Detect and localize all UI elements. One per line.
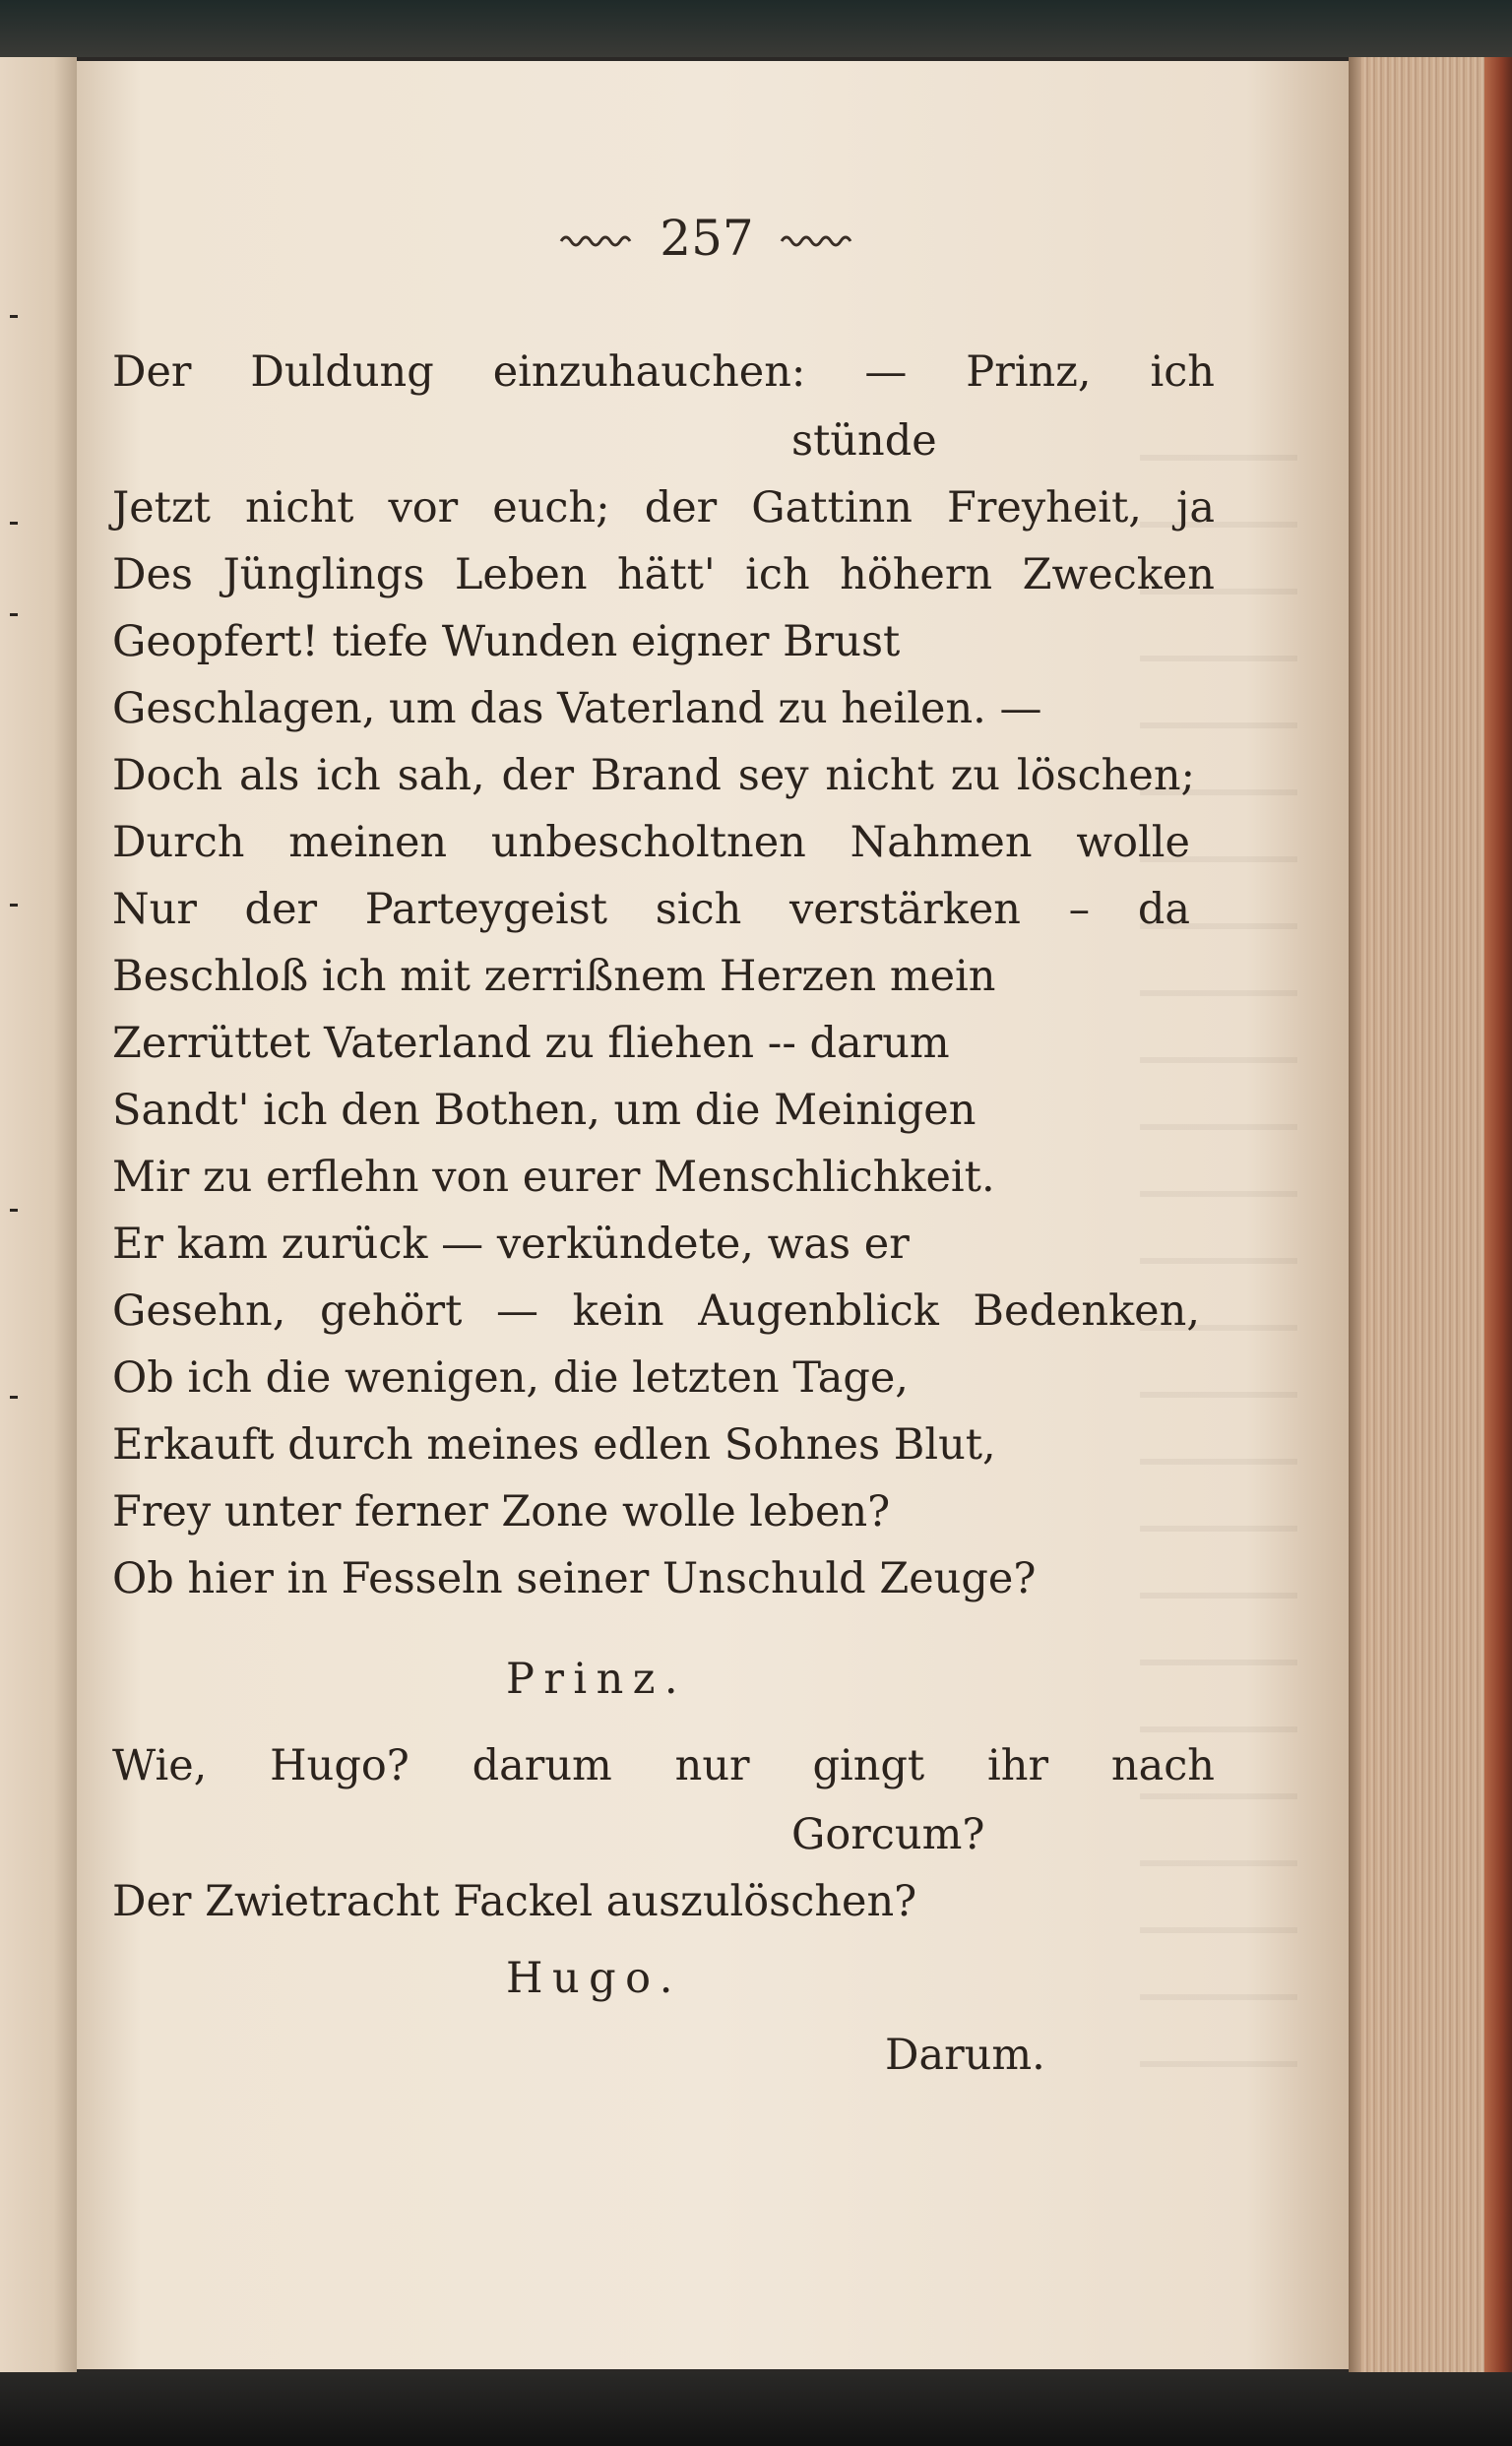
book-top-edge (0, 0, 1512, 57)
show-through-text (1140, 415, 1297, 2089)
text-line: Nur der Parteygeist sich verstärken – da (112, 885, 1190, 934)
text-line: Der Zwietracht Fackel auszulöschen? (112, 1877, 917, 1926)
text-line: Der Duldung einzuhauchen: — Prinz, ich (112, 347, 1215, 397)
text-line: Er kam zurück — verkündete, was er (112, 1220, 910, 1269)
page-number: 257 (660, 210, 754, 267)
text-line: Gesehn, gehört — kein Augenblick Bedenken, (112, 1286, 1200, 1336)
text-line: Sandt' ich den Bothen, um die Meinigen (112, 1086, 976, 1135)
text-line: Durch meinen unbescholtnen Nahmen wolle (112, 818, 1190, 867)
text-line: Erkauft durch meines edlen Sohnes Blut, (112, 1420, 996, 1470)
facing-page-edge (0, 57, 77, 2372)
text-line: stünde (791, 416, 937, 466)
text-line: Geopfert! tiefe Wunden eigner Brust (112, 617, 901, 666)
text-line: Ob ich die wenigen, die letzten Tage, (112, 1353, 909, 1403)
text-line: Ob hier in Fesseln seiner Unschuld Zeuge? (112, 1554, 1037, 1603)
text-line: Mir zu erflehn von eurer Menschlichkeit. (112, 1153, 995, 1202)
book-bottom-edge (0, 2372, 1512, 2446)
text-line: Jetzt nicht vor euch; der Gattinn Freyheit, ja (112, 483, 1215, 533)
book-page (77, 61, 1349, 2369)
text-line: Beschloß ich mit zerrißnem Herzen mein (112, 952, 996, 1001)
text-line: Zerrüttet Vaterland zu fliehen -- darum (112, 1019, 950, 1068)
page-stack-edges (1349, 57, 1512, 2372)
left-ornament-icon (559, 229, 634, 247)
speaker-name-hugo: Hugo. (506, 1954, 682, 2003)
text-line: Des Jünglings Leben hätt' ich höhern Zwecken (112, 550, 1215, 599)
right-ornament-icon (780, 229, 854, 247)
text-line: Geschlagen, um das Vaterland zu heilen. — (112, 684, 1042, 733)
text-line: Gorcum? (791, 1810, 985, 1859)
page-header (510, 209, 904, 268)
text-line: Frey unter ferner Zone wolle leben? (112, 1487, 891, 1537)
book-cover-edge (1484, 57, 1512, 2372)
text-line: Doch als ich sah, der Brand sey nicht zu löschen; (112, 751, 1195, 800)
text-line: Wie, Hugo? darum nur gingt ihr nach (112, 1741, 1215, 1790)
gutter-shadow (1349, 57, 1360, 2372)
facing-page-bleed-marks (0, 57, 77, 2372)
speaker-name-prinz: Prinz. (506, 1655, 688, 1704)
text-line: Darum. (885, 2031, 1045, 2080)
